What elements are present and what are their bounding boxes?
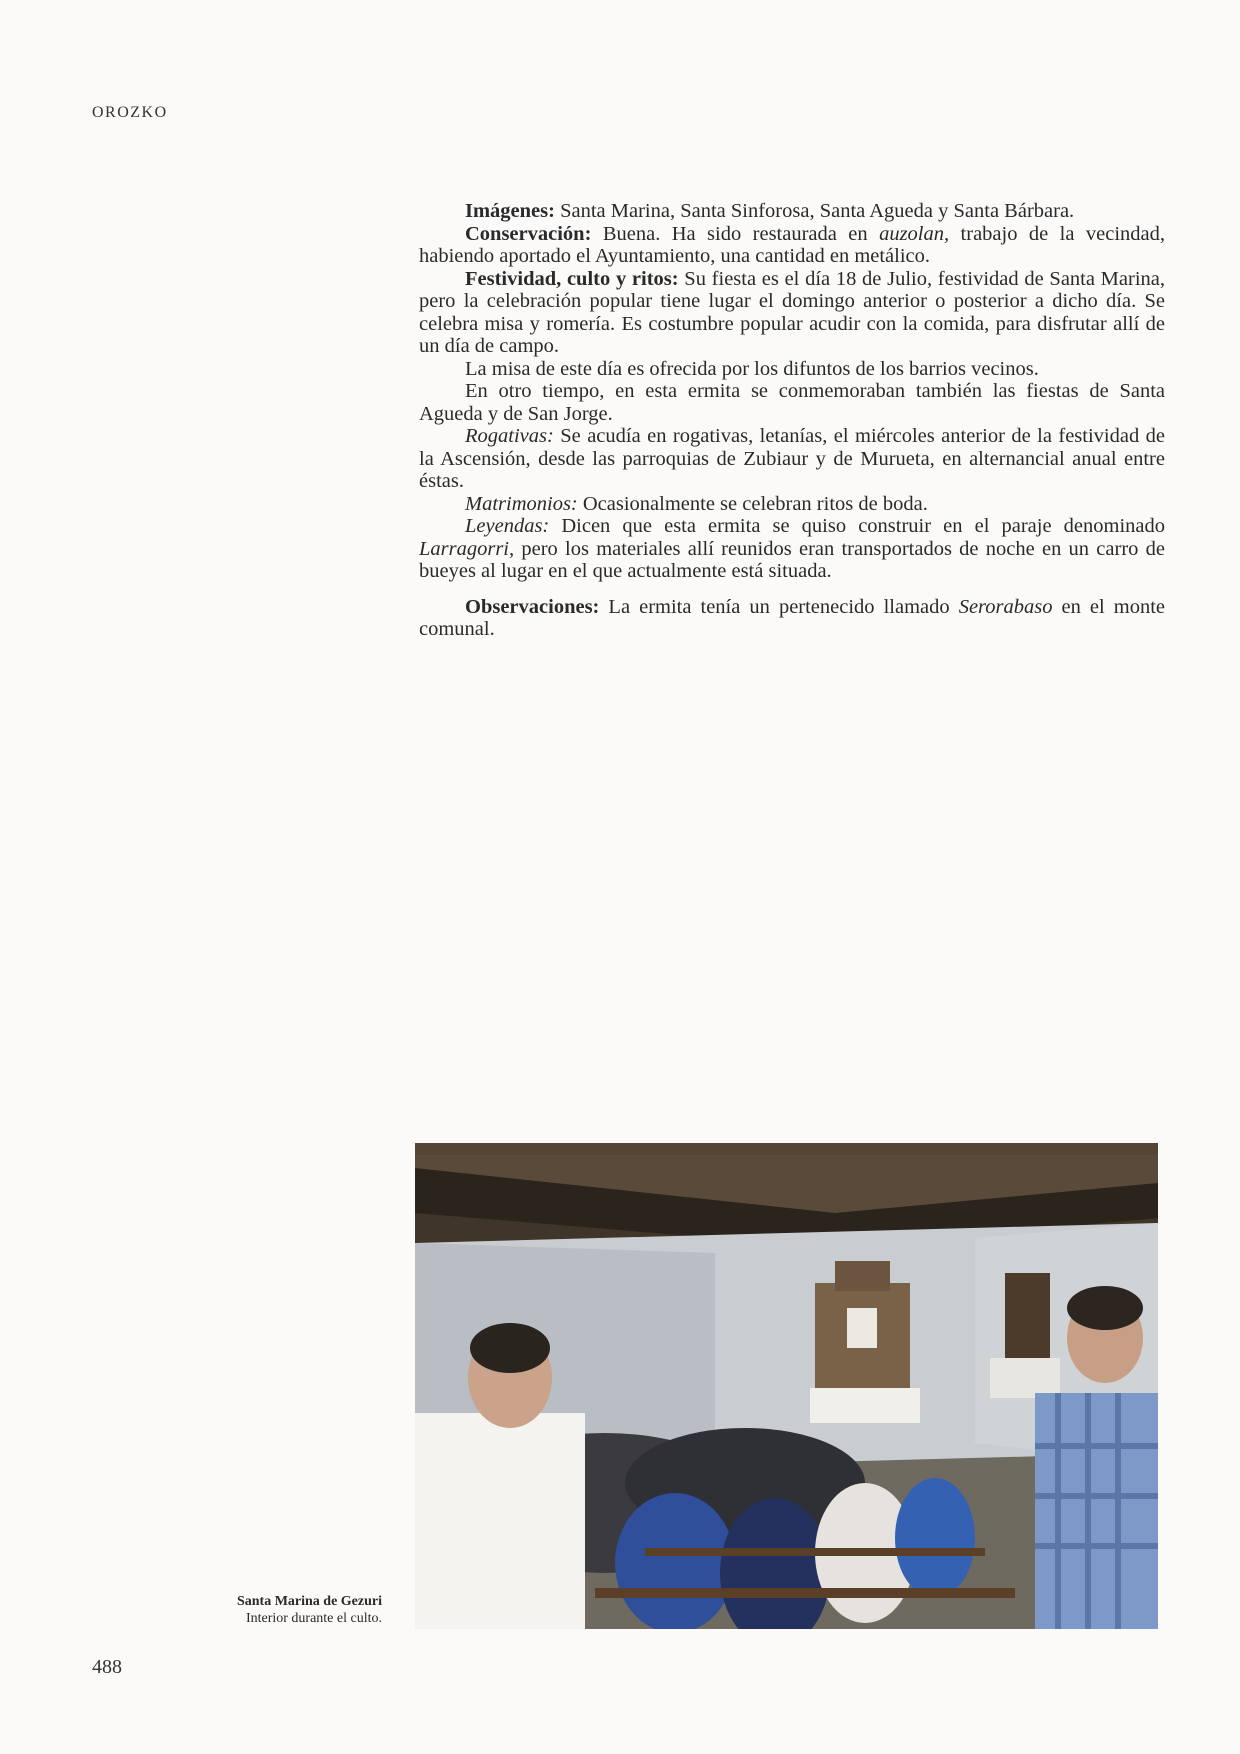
festividad-section (419, 268, 1165, 583)
conservacion-text-after: trabajo de la vecindad, habiendo aportado el Ayuntamiento, una cantidad en metálico. (419, 222, 1165, 267)
caption-subtitle: Interior durante el culto. (245, 1611, 382, 1626)
conservacion-emph: auzolan, (879, 222, 950, 245)
caption-title: Santa Marina de Gezuri (236, 1594, 382, 1609)
leyendas-paragraph (419, 515, 1165, 583)
conservacion-paragraph (419, 223, 1165, 268)
page-number: 488 (92, 1656, 122, 1678)
leyendas-label: Leyendas: (465, 515, 550, 537)
observaciones-label: Observaciones: (465, 595, 600, 618)
body-text (419, 200, 1165, 641)
matrimonios-label: Matrimonios: (465, 492, 578, 515)
festividad-paragraph-1 (419, 268, 1165, 358)
festividad-paragraph-3: En otro tiempo, en esta ermita se conmemoraban también las fiestas de Santa Agueda y de San Jorge. (419, 380, 1165, 425)
festividad-paragraph-2: La misa de este día es ofrecida por los difuntos de los barrios vecinos. (465, 357, 1039, 380)
imagenes-label: Imágenes: (465, 200, 555, 222)
rogativas-label: Rogativas: (465, 425, 554, 447)
photo-caption (150, 1593, 382, 1627)
conservacion-text-before: Buena. Ha sido restaurada en (591, 222, 880, 245)
observaciones-paragraph (419, 596, 1165, 641)
matrimonios-text: Ocasionalmente se celebran ritos de boda. (577, 492, 928, 515)
matrimonios-paragraph (419, 493, 1165, 516)
chapel-interior-photo (415, 1143, 1158, 1629)
festividad-p1: Su fiesta es el día 18 de Julio, festividad de Santa Marina, pero la celebración popular tiene lugar el domingo anterior o posterior a dicho día. Se celebra misa y romería. Es costumbre popular acudir con la comida, para disfrutar allí de un día de campo. (419, 267, 1166, 357)
conservacion-label: Conservación: (465, 222, 592, 245)
observaciones-text-after: en el monte comunal. (419, 595, 1165, 640)
rogativas-text: Se acudía en rogativas, letanías, el miércoles anterior de la festividad de la Ascensión, desde las parroquias de Zubiaur y de Murueta, en alternancial anual entre éstas. (419, 425, 1165, 492)
leyendas-text-after: pero los materiales allí reunidos eran transportados de noche en un carro de bueyes al lugar en el que actualmente está situada. (419, 537, 1165, 582)
festividad-label: Festividad, culto y ritos: (465, 267, 679, 290)
imagenes-text: Santa Marina, Santa Sinforosa, Santa Agueda y Santa Bárbara. (554, 200, 1075, 222)
leyendas-emph: Larragorri, (419, 537, 515, 560)
leyendas-text-before: Dicen que esta ermita se quiso construir en el paraje denominado (549, 515, 1165, 537)
running-head: OROZKO (92, 104, 168, 121)
observaciones-emph: Serorabaso (958, 595, 1053, 618)
rogativas-paragraph (419, 425, 1165, 493)
observaciones-text-before: La ermita tenía un pertenecido llamado (599, 595, 959, 618)
imagenes-paragraph (419, 200, 1165, 223)
